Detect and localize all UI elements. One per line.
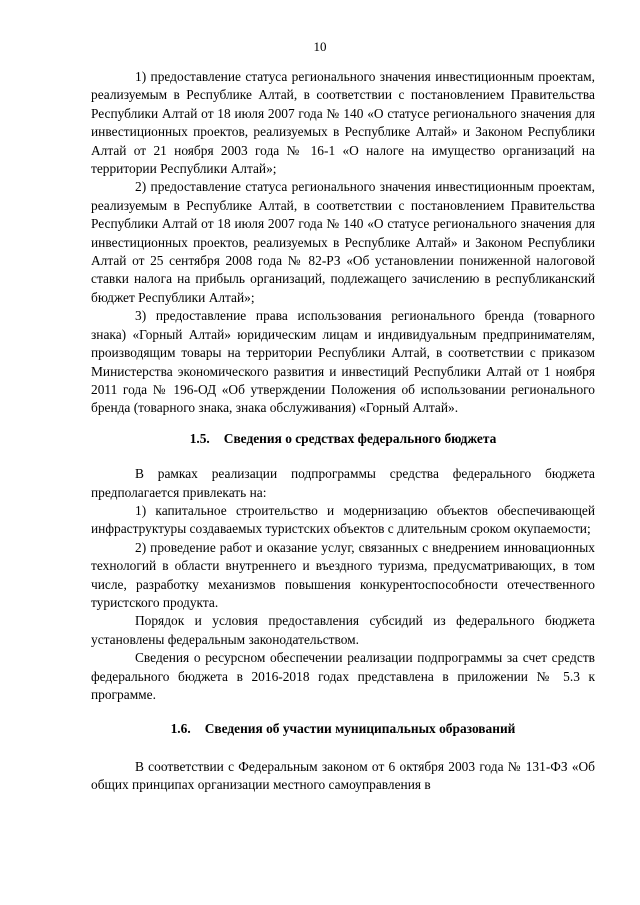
paragraph-municipal: В соответствии с Федеральным законом от 6 октября 2003 года № 131-ФЗ «Об общих принципах организации местного самоуправления в [91, 758, 595, 793]
page-number: 10 [313, 39, 327, 54]
paragraph-federal-item-2: 2) проведение работ и оказание услуг, связанных с внедрением инновационных технологий в области внутреннего и въездного туризма, предусматривающих, в том числе, разработку механизмов повышения конкурентоспособности отечественного туристского продукта. [91, 539, 595, 610]
section-title: Сведения о средствах федерального бюджета [223, 430, 497, 446]
paragraph-resources: Сведения о ресурсном обеспечении реализации подпрограммы за счет средств федерального бюджета в 2016-2018 годах представлена в приложении № 5.3 к программе. [91, 650, 595, 702]
paragraph-federal-intro: В рамках реализации подпрограммы средства федерального бюджета предполагается привлекать на: [91, 466, 595, 500]
paragraph-item-1: 1) предоставление статуса регионального значения инвестиционным проектам, реализуемым в Республике Алтай, в соответствии с постановлением Правительства Республики Алтай от 18 июля 2007 года № 140 «О статусе регионального значения для инвестиционных проектов, реализуемых в Республике Алтай» и Законом Республики Алтай от 21 ноября 2003 года № 16-1 «О налоге на имущество организаций на территории Республики Алтай»; [91, 69, 595, 177]
section-number: 1.5. [189, 430, 210, 446]
section-number: 1.6. [170, 721, 191, 737]
page-content [91, 68, 595, 795]
paragraph-subsidies: Порядок и условия предоставления субсидий из федерального бюджета установлены федеральным законодательством. [91, 613, 595, 647]
paragraph-item-2: 2) предоставление статуса регионального значения инвестиционным проектам, реализуемым в Республике Алтай, в соответствии с постановлением Правительства Республики Алтай от 18 июля 2007 года № 140 «О статусе регионального значения для инвестиционных проектов, реализуемых в Республике Алтай» и Законом Республики Алтай от 25 сентября 2008 года № 82-РЗ «Об установлении пониженной налоговой ставки налога на прибыль организаций, подлежащего зачислению в республиканский бюджет Республики Алтай»; [91, 179, 595, 305]
section-heading-1-5 [91, 430, 595, 448]
section-heading-1-6 [91, 720, 595, 738]
section-title: Сведения об участии муниципальных образований [204, 721, 516, 737]
paragraph-federal-item-1: 1) капитальное строительство и модернизацию объектов обеспечивающей инфраструктуры создаваемых туристских объектов с длительным сроком окупаемости; [91, 502, 595, 537]
paragraph-item-3: 3) предоставление права использования регионального бренда (товарного знака) «Горный Алтай» юридическим лицам и индивидуальным предпринимателям, производящим товары на территории Республики Алтай, в соответствии с приказом Министерства экономического развития и инвестиций Республики Алтай от 1 ноября 2011 года № 196-ОД «Об утверждении Положения об использовании регионального бренда (товарного знака, знака обслуживания) «Горный Алтай». [91, 308, 595, 416]
